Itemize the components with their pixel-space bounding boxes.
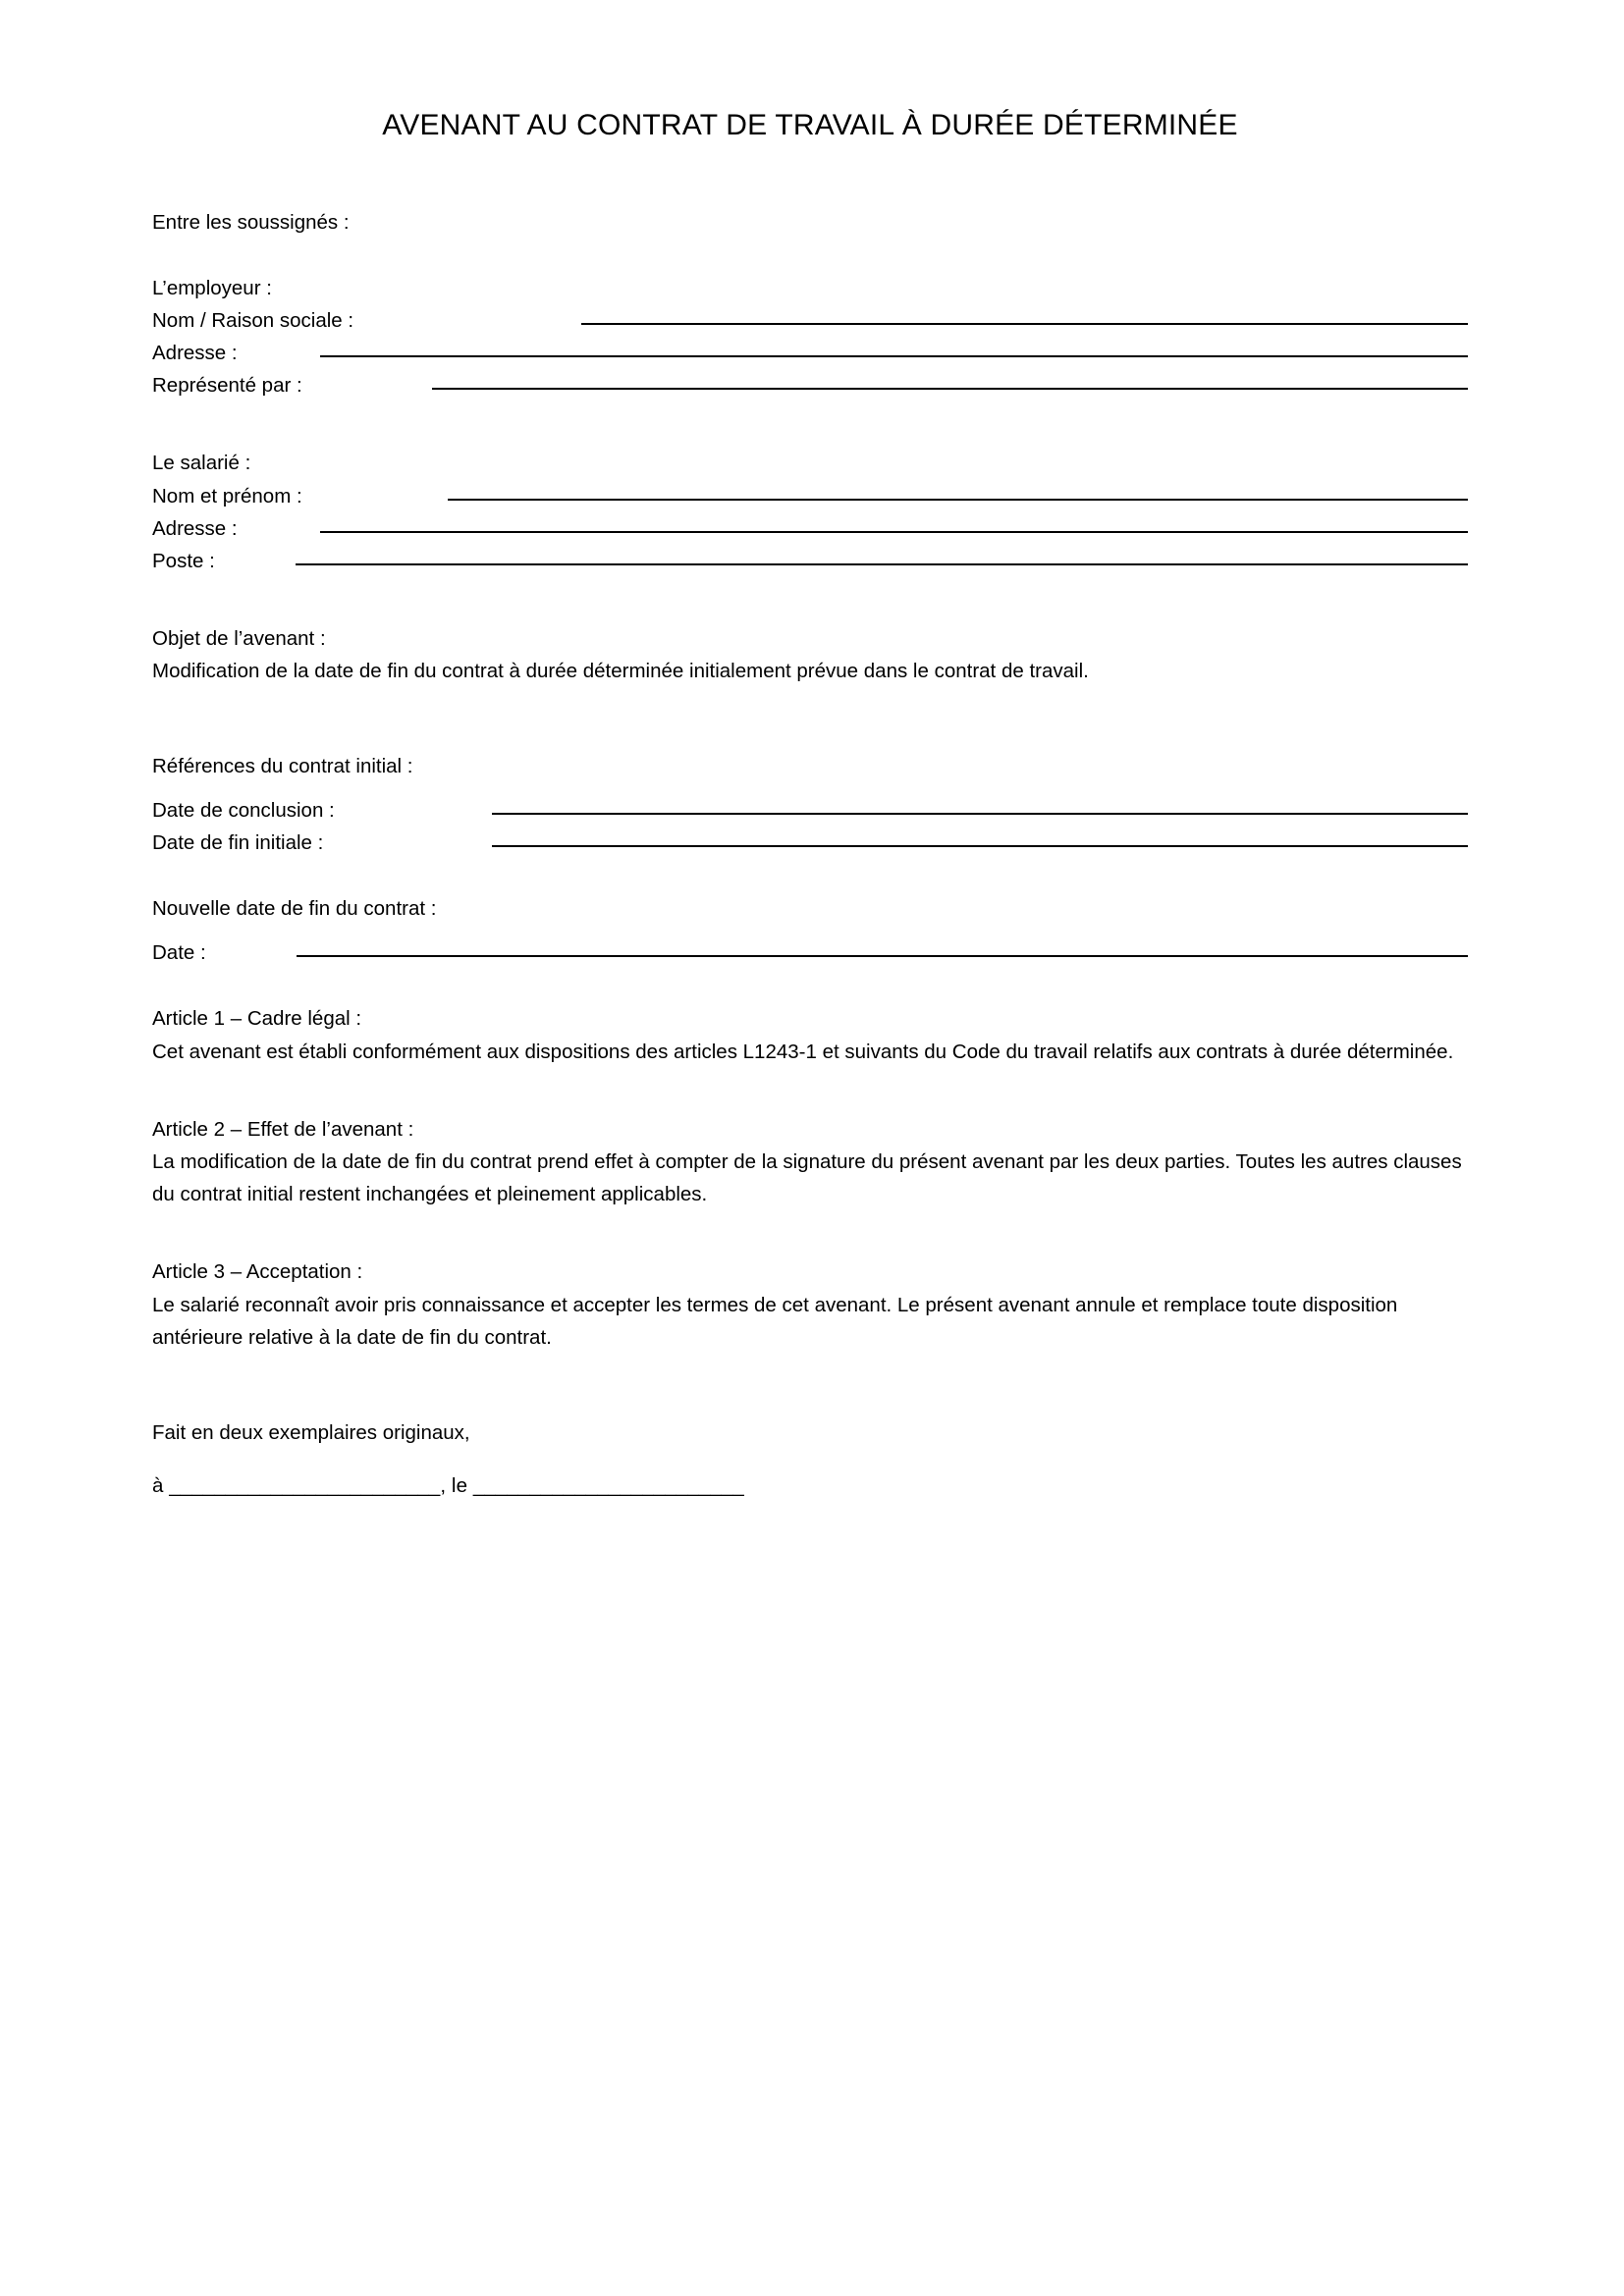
spacer [152,1354,1468,1416]
field-input-rule[interactable] [448,499,1468,501]
field-employee-position[interactable] [152,545,1468,577]
spacer [152,859,1468,892]
field-employer-representative[interactable] [152,369,1468,401]
field-input-rule[interactable] [432,388,1468,390]
field-label: Date de fin initiale : [152,831,324,855]
field-input-rule[interactable] [297,955,1468,957]
field-input-rule[interactable] [581,323,1468,325]
field-label: Nom / Raison sociale : [152,309,354,333]
field-input-rule[interactable] [492,845,1468,847]
field-conclusion-date[interactable] [152,794,1468,827]
field-input-rule[interactable] [296,563,1468,565]
field-label: Date : [152,941,206,965]
field-label: Poste : [152,549,215,572]
document-body [152,0,1468,1522]
spacer [152,687,1468,750]
spacer [152,925,1468,936]
object-text: Modification de la date de fin du contrat à durée déterminée initialement prévue dans le contrat de travail. [152,659,1089,682]
employee-heading: Le salarié : [152,452,251,475]
article-3-heading: Article 3 – Acceptation : [152,1260,363,1284]
field-employer-address[interactable] [152,337,1468,369]
field-employer-name[interactable] [152,304,1468,337]
spacer [152,1210,1468,1255]
field-label: Nom et prénom : [152,484,302,507]
signature-place-date-line[interactable]: à ________________________, le ________________________ [152,1473,744,1497]
references-heading: Références du contrat initial : [152,755,413,778]
field-input-rule[interactable] [320,531,1468,533]
field-input-rule[interactable] [320,355,1468,357]
field-employee-address[interactable] [152,512,1468,545]
spacer [152,969,1468,1002]
article-2-heading: Article 2 – Effet de l’avenant : [152,1117,414,1141]
intro-text: Entre les soussignés : [152,211,350,234]
spacer [152,1068,1468,1113]
field-input-rule[interactable] [492,813,1468,815]
page-title: AVENANT AU CONTRAT DE TRAVAIL À DURÉE DÉTERMINÉE [382,109,1238,141]
spacer [152,143,1468,206]
field-label: Représenté par : [152,374,302,398]
spacer [152,401,1468,447]
article-2-text: La modification de la date de fin du contrat prend effet à compter de la signature du présent avenant par les deux parties. Toutes les autres clauses du contrat initial restent inchangées et pleinement applicables. [152,1150,1462,1206]
employer-heading: L’employeur : [152,277,272,300]
field-label: Adresse : [152,516,238,540]
article-1-heading: Article 1 – Cadre légal : [152,1007,362,1031]
spacer [152,239,1468,272]
spacer [152,577,1468,622]
field-initial-end-date[interactable] [152,827,1468,859]
spacer [152,782,1468,794]
object-heading: Objet de l’avenant : [152,626,326,650]
article-3-text: Le salarié reconnaît avoir pris connaissance et accepter les termes de cet avenant. Le présent avenant annule et remplace toute disposition antérieure relative à la date de fin du contrat. [152,1293,1398,1349]
field-new-end-date[interactable] [152,936,1468,969]
new-end-date-heading: Nouvelle date de fin du contrat : [152,897,437,921]
field-label: Adresse : [152,342,238,365]
field-label: Date de conclusion : [152,799,335,823]
article-1-text: Cet avenant est établi conformément aux dispositions des articles L1243-1 et suivants du Code du travail relatifs aux contrats à durée déterminée. [152,1040,1454,1063]
field-employee-name[interactable] [152,480,1468,512]
signature-statement: Fait en deux exemplaires originaux, [152,1421,470,1445]
